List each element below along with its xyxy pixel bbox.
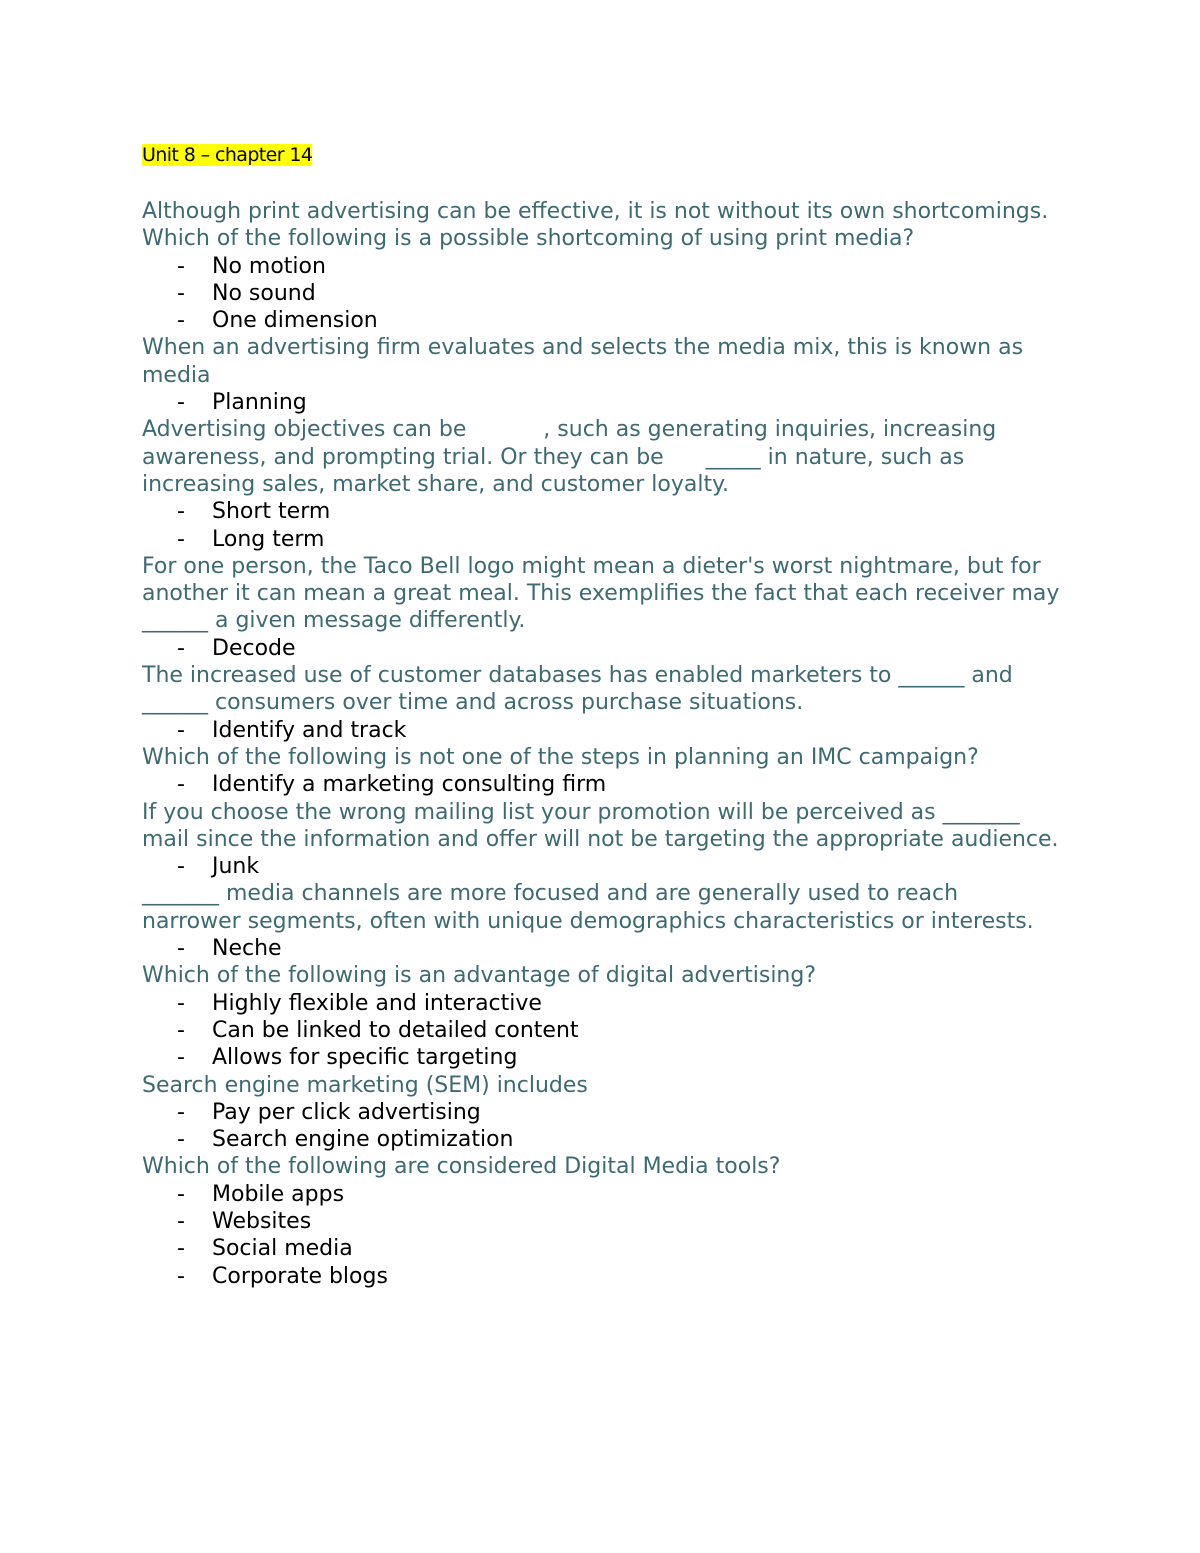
answer-item: - Neche <box>177 936 282 962</box>
answer-item: - Planning <box>177 390 307 416</box>
dash-bullet: - <box>177 1208 185 1234</box>
answer-list <box>142 935 1062 962</box>
dash-bullet: - <box>177 308 185 334</box>
dash-bullet: - <box>177 499 185 525</box>
answer-list <box>142 253 1062 335</box>
dash-bullet: - <box>177 526 185 552</box>
question-block <box>142 744 1062 799</box>
question-text: Search engine marketing (SEM) includes <box>142 1072 588 1098</box>
answer-list <box>142 771 1062 798</box>
question-text: Although print advertising can be effective, it is not without its own shortcomings. Which of the following is a possible shortcoming of using print media? <box>142 199 1049 252</box>
answer-list <box>142 990 1062 1072</box>
question-block <box>142 962 1062 1071</box>
answer-item: - Corporate blogs <box>177 1263 388 1289</box>
dash-bullet: - <box>177 253 185 279</box>
question-block <box>142 662 1062 744</box>
answer-item: - Highly flexible and interactive <box>177 990 542 1016</box>
question-text: The increased use of customer databases has enabled marketers to ______ and ______ consumers over time and across purchase situations. <box>142 663 1013 716</box>
dash-bullet: - <box>177 854 185 880</box>
answer-item: - Identify and track <box>177 717 407 743</box>
dash-bullet: - <box>177 390 185 416</box>
answer-item: - One dimension <box>177 308 378 334</box>
question-text: When an advertising firm evaluates and selects the media mix, this is known as media <box>142 335 1024 388</box>
answer-item: - Decode <box>177 635 296 661</box>
answer-item: - Junk <box>177 854 260 880</box>
answer-item: - No motion <box>177 253 326 279</box>
answer-item: - Identify a marketing consulting firm <box>177 772 607 798</box>
dash-bullet: - <box>177 1263 185 1289</box>
question-block <box>142 198 1062 334</box>
answer-item: - Social media <box>177 1236 353 1262</box>
answer-item: - Allows for specific targeting <box>177 1045 518 1071</box>
answer-item: - Can be linked to detailed content <box>177 1017 579 1043</box>
question-block <box>142 416 1062 552</box>
question-block <box>142 1072 1062 1154</box>
document-body <box>142 141 1062 1290</box>
dash-bullet: - <box>177 1099 185 1125</box>
answer-item: - Short term <box>177 499 331 525</box>
answer-item: - Pay per click advertising <box>177 1099 481 1125</box>
dash-bullet: - <box>177 635 185 661</box>
answer-list <box>142 498 1062 553</box>
dash-bullet: - <box>177 990 185 1016</box>
answer-item: - Mobile apps <box>177 1181 345 1207</box>
dash-bullet: - <box>177 1045 185 1071</box>
question-text: For one person, the Taco Bell logo might mean a dieter's worst nightmare, but for another it can mean a great meal. This exemplifies the fact that each receiver may ______ a given message differently. <box>142 553 1060 634</box>
dash-bullet: - <box>177 717 185 743</box>
question-text: Which of the following is not one of the steps in planning an IMC campaign? <box>142 744 979 770</box>
dash-bullet: - <box>177 772 185 798</box>
dash-bullet: - <box>177 1236 185 1262</box>
answer-list <box>142 853 1062 880</box>
question-text: If you choose the wrong mailing list your promotion will be perceived as _______ mail since the information and offer will not be targeting the appropriate audience. <box>142 799 1059 852</box>
dash-bullet: - <box>177 936 185 962</box>
question-text: Which of the following are considered Digital Media tools? <box>142 1154 781 1180</box>
answer-list <box>142 1099 1062 1154</box>
dash-bullet: - <box>177 1181 185 1207</box>
answer-list <box>142 389 1062 416</box>
question-block <box>142 334 1062 416</box>
answer-list <box>142 635 1062 662</box>
answer-list <box>142 717 1062 744</box>
dash-bullet: - <box>177 1017 185 1043</box>
question-text: Advertising objectives can be , such as generating inquiries, increasing awareness, and prompting trial. Or they can be _____ in nature, such as increasing sales, market share, and customer loyalty. <box>142 417 1004 497</box>
answer-item: - Long term <box>177 526 325 552</box>
question-block <box>142 1153 1062 1289</box>
dash-bullet: - <box>177 280 185 306</box>
question-text: Which of the following is an advantage of digital advertising? <box>142 963 817 989</box>
document-title <box>142 141 1062 169</box>
question-block <box>142 553 1062 662</box>
question-block <box>142 799 1062 881</box>
answer-item: - Websites <box>177 1208 312 1234</box>
highlighted-title-text: Unit 8 – chapter 14 <box>142 144 313 166</box>
answer-item: - No sound <box>177 280 316 306</box>
question-block <box>142 880 1062 962</box>
dash-bullet: - <box>177 1127 185 1153</box>
answer-list <box>142 1181 1062 1290</box>
answer-item: - Search engine optimization <box>177 1127 514 1153</box>
question-text: _______ media channels are more focused and are generally used to reach narrower segments, often with unique demographics characteristics or interests. <box>142 881 1034 934</box>
